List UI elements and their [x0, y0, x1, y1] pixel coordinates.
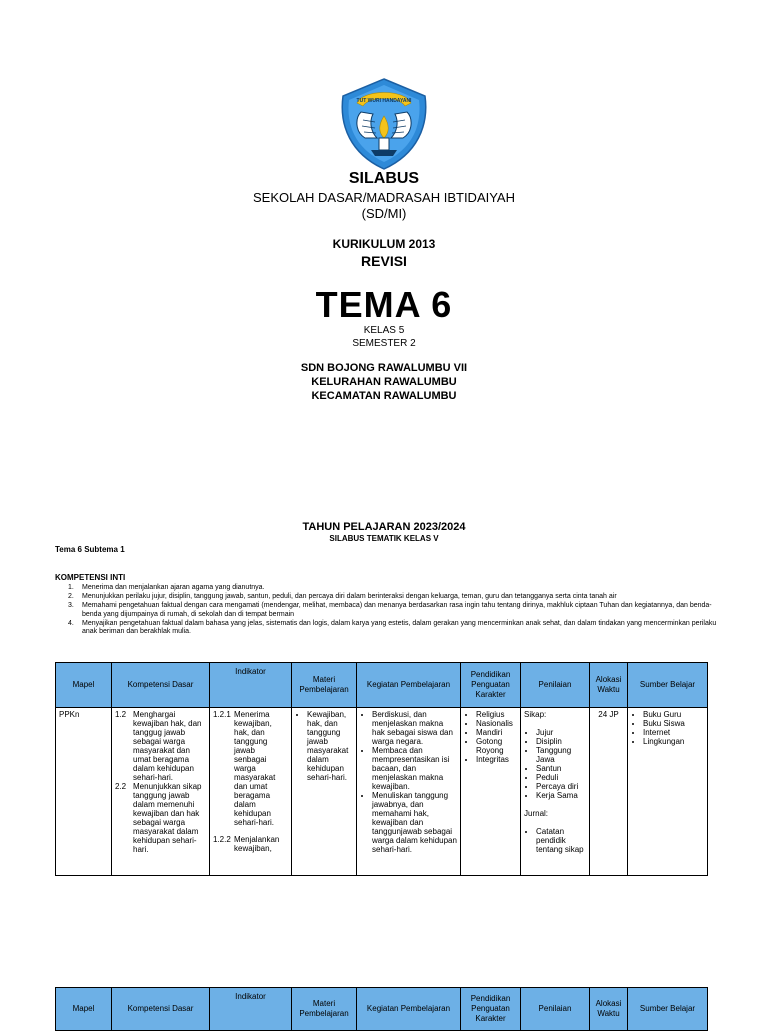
kd-item: 2.2 Menunjukkan sikap tanggung jawab dalam memenuhi kewajiban dan hak sebagai warga masyarakat dalam kehidupan sehari-hari. — [115, 782, 202, 854]
sikap-item: • Disiplin — [536, 737, 586, 746]
grade: KELAS 5 — [363, 325, 405, 336]
karakter-item: • Mandiri — [476, 728, 517, 737]
header-karakter: Pendidikan Penguatan Karakter — [461, 663, 521, 708]
header-mapel: Mapel — [56, 988, 112, 1031]
header-mapel: Mapel — [56, 663, 112, 708]
svg-text:TUT WURI HANDAYANI: TUT WURI HANDAYANI — [356, 98, 412, 104]
tut-wuri-handayani-logo — [333, 76, 435, 172]
header-materi: Materi Pembelajaran — [292, 988, 357, 1031]
kegiatan-item: • Membaca dan mempresentasikan isi bacaan, dan menjelaskan makna kewajiban. — [372, 746, 457, 791]
indikator-item: 1.2.2 Menjalankan kewajiban, — [213, 835, 280, 853]
header-sumber: Sumber Belajar — [628, 988, 708, 1031]
header-penilaian: Penilaian — [521, 663, 590, 708]
subtema-label: Tema 6 Subtema 1 — [55, 545, 125, 554]
karakter-item: • Nasionalis — [476, 719, 517, 728]
header-sumber: Sumber Belajar — [628, 663, 708, 708]
sumber-item: • Buku Siswa — [643, 719, 704, 728]
indikator-item: 1.2.1 Menerima kewajiban, hak, dan tanggung jawab senbagai warga masyarakat dan umat beragama dalam kehidupan sehari-hari. — [213, 710, 276, 827]
school-name: SDN BOJONG RAWALUMBU VII — [300, 362, 468, 374]
kegiatan-item: • Berdiskusi, dan menjelaskan makna hak sebagai siswa dan warga negara. — [372, 710, 457, 746]
school-abbreviation: (SD/MI) — [361, 206, 407, 221]
table-header-row — [56, 663, 708, 708]
materi-item: • Kewajiban, hak, dan tanggung jawab masyarakat dalam kehidupan sehari-hari. — [307, 710, 353, 782]
ki-item: 3. Memahami pengetahuan faktual dengan cara mengamati (mendengar, melihat, membaca) dan menanya berdasarkan rasa ingin tahu tentang dirinya, makhluk ciptaan Tuhan dan kegiatannya, dan benda-benda yang dijumpainya di rumah, di sekolah dan di tempat bermain — [68, 602, 712, 618]
document-title: SILABUS — [348, 170, 420, 187]
ki-item: 1. Menerima dan menjalankan ajaran agama yang dianutnya. — [68, 584, 265, 591]
sikap-item: • Tanggung Jawa — [536, 746, 586, 764]
header-kegiatan: Kegiatan Pembelajaran — [357, 663, 461, 708]
cell-sumber — [628, 708, 708, 876]
jurnal-label: Jurnal: — [524, 809, 549, 818]
sumber-item: • Internet — [643, 728, 704, 737]
header-alokasi: Alokasi Waktu — [590, 988, 628, 1031]
header-alokasi: Alokasi Waktu — [590, 663, 628, 708]
village: KELURAHAN RAWALUMBU — [311, 376, 457, 388]
kompetensi-inti-list — [68, 584, 718, 637]
syllabus-table-continued — [55, 987, 708, 1031]
table-row — [56, 708, 708, 876]
header-kompetensi-dasar: Kompetensi Dasar — [112, 663, 210, 708]
header-indikator: Indikator — [210, 663, 292, 708]
cell-kompetensi-dasar — [112, 708, 210, 876]
table-header-row — [56, 988, 708, 1031]
district: KECAMATAN RAWALUMBU — [311, 390, 457, 402]
school-type: SEKOLAH DASAR/MADRASAH IBTIDAIYAH — [253, 190, 515, 205]
karakter-item: • Religius — [476, 710, 517, 719]
sumber-item: • Lingkungan — [643, 737, 704, 746]
cell-indikator — [210, 708, 292, 876]
syllabus-subtitle: SILABUS TEMATIK KELAS V — [329, 534, 439, 543]
cell-karakter — [461, 708, 521, 876]
sikap-label: Sikap: — [524, 710, 547, 719]
cell-alokasi: 24 JP — [590, 708, 628, 876]
header-kegiatan: Kegiatan Pembelajaran — [357, 988, 461, 1031]
header-indikator: Indikator — [210, 988, 292, 1031]
semester: SEMESTER 2 — [352, 338, 416, 349]
ki-item: 4. Menyajikan pengetahuan faktual dalam bahasa yang jelas, sistematis dan logis, dalam karya yang estetis, dalam gerakan yang mencerminkan anak sehat, dan dalam tindakan yang mencerminkan perilaku anak beriman dan berakhlak mulia. — [68, 619, 717, 635]
sumber-item: • Buku Guru — [643, 710, 704, 719]
kompetensi-inti-title: KOMPETENSI INTI — [55, 573, 126, 582]
header-materi: Materi Pembelajaran — [292, 663, 357, 708]
kd-item: 1.2 Menghargai kewajiban hak, dan tanggug jawab sebagai warga masyarakat dan umat beragama dalam kehidupan sehari-hari. — [115, 710, 202, 782]
academic-year: TAHUN PELAJARAN 2023/2024 — [302, 521, 466, 533]
sikap-item: • Jujur — [536, 728, 586, 737]
header-penilaian: Penilaian — [521, 988, 590, 1031]
header-kompetensi-dasar: Kompetensi Dasar — [112, 988, 210, 1031]
cell-kegiatan — [357, 708, 461, 876]
cell-penilaian — [521, 708, 590, 876]
sikap-item: • Kerja Sama — [536, 791, 586, 800]
cell-materi — [292, 708, 357, 876]
theme-title: TEMA 6 — [315, 284, 453, 325]
cell-mapel: PPKn — [56, 708, 112, 876]
karakter-item: • Gotong Royong — [476, 737, 517, 755]
curriculum: KURIKULUM 2013 — [332, 237, 436, 251]
jurnal-item: • Catatan pendidik tentang sikap — [536, 827, 586, 854]
revision: REVISI — [361, 253, 407, 269]
karakter-item: • Integritas — [476, 755, 517, 764]
kegiatan-item: • Menuliskan tanggung jawabnya, dan memahami hak, kewajiban dan tanggunjawab sebagai warga dalam kehidupan sehari-hari. — [372, 791, 457, 854]
ki-item: 2. Menunjukkan perilaku jujur, disiplin, tanggung jawab, santun, peduli, dan percaya diri dalam berinteraksi dengan keluarga, teman, guru dan tetangganya serta cinta tanah air — [68, 593, 617, 600]
sikap-item: • Santun — [536, 764, 586, 773]
sikap-item: • Peduli — [536, 773, 586, 782]
header-karakter: Pendidikan Penguatan Karakter — [461, 988, 521, 1031]
syllabus-table — [55, 662, 708, 876]
sikap-item: • Percaya diri — [536, 782, 586, 791]
